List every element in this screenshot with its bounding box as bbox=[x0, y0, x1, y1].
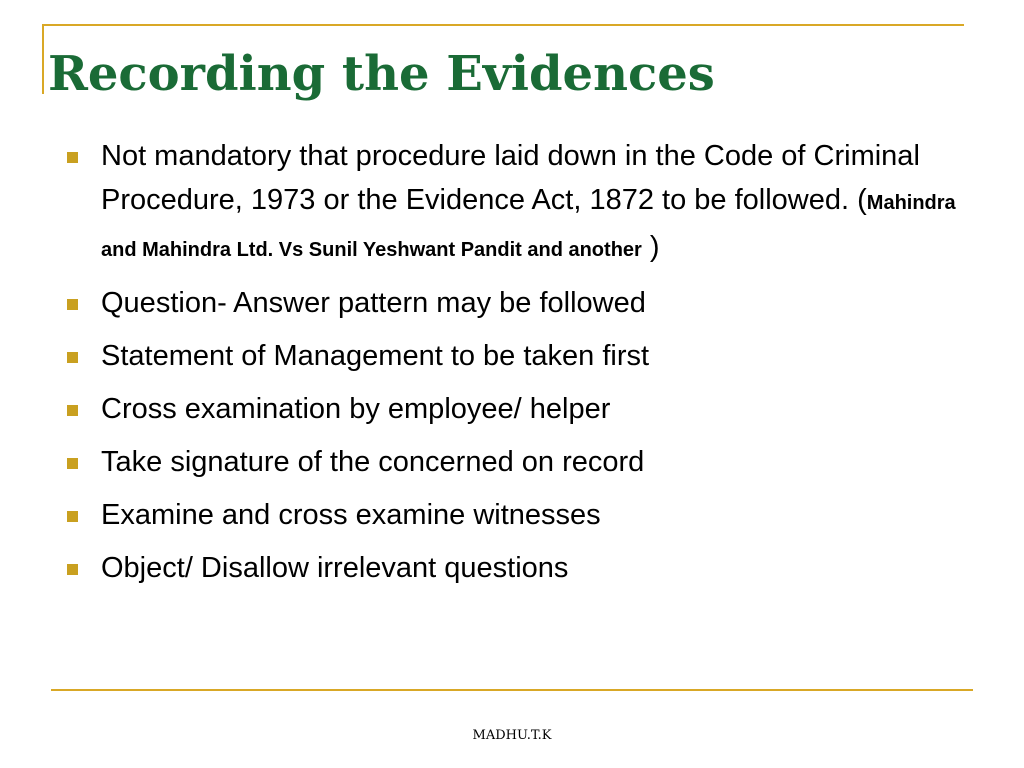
bullet-text: Question- Answer pattern may be followed bbox=[101, 287, 646, 319]
bullet-text-main: Not mandatory that procedure laid down in the Code of Criminal Procedure, 1973 or the Evidence Act, 1872 to be followed. ( bbox=[101, 140, 920, 216]
bullet-text-suffix: ) bbox=[641, 231, 660, 263]
square-bullet-icon bbox=[67, 299, 78, 310]
square-bullet-icon bbox=[67, 152, 78, 163]
bullet-text bbox=[101, 140, 956, 263]
bullet-text: Object/ Disallow irrelevant questions bbox=[101, 552, 569, 584]
slide-title: Recording the Evidences bbox=[48, 46, 715, 102]
bullet-list bbox=[62, 134, 982, 599]
bullet-item bbox=[62, 134, 982, 272]
square-bullet-icon bbox=[67, 405, 78, 416]
square-bullet-icon bbox=[67, 511, 78, 522]
bullet-item bbox=[62, 387, 982, 431]
bullet-text: Cross examination by employee/ helper bbox=[101, 393, 611, 425]
square-bullet-icon bbox=[67, 352, 78, 363]
case-reference: Mahindra and Mahindra Ltd. Vs Sunil Yeshwant Pandit and another bbox=[101, 192, 956, 261]
bullet-item bbox=[62, 440, 982, 484]
bullet-item bbox=[62, 334, 982, 378]
bullet-text: Statement of Management to be taken first bbox=[101, 340, 650, 372]
bullet-item bbox=[62, 493, 982, 537]
square-bullet-icon bbox=[67, 458, 78, 469]
bullet-item bbox=[62, 546, 982, 590]
frame-top-rule bbox=[42, 24, 964, 26]
footer-text: MADHU.T.K bbox=[472, 728, 552, 743]
footer-rule bbox=[51, 689, 973, 691]
bullet-item bbox=[62, 281, 982, 325]
bullet-text: Examine and cross examine witnesses bbox=[101, 499, 601, 531]
bullet-text: Take signature of the concerned on record bbox=[101, 446, 645, 478]
frame-left-rule bbox=[42, 24, 44, 94]
square-bullet-icon bbox=[67, 564, 78, 575]
